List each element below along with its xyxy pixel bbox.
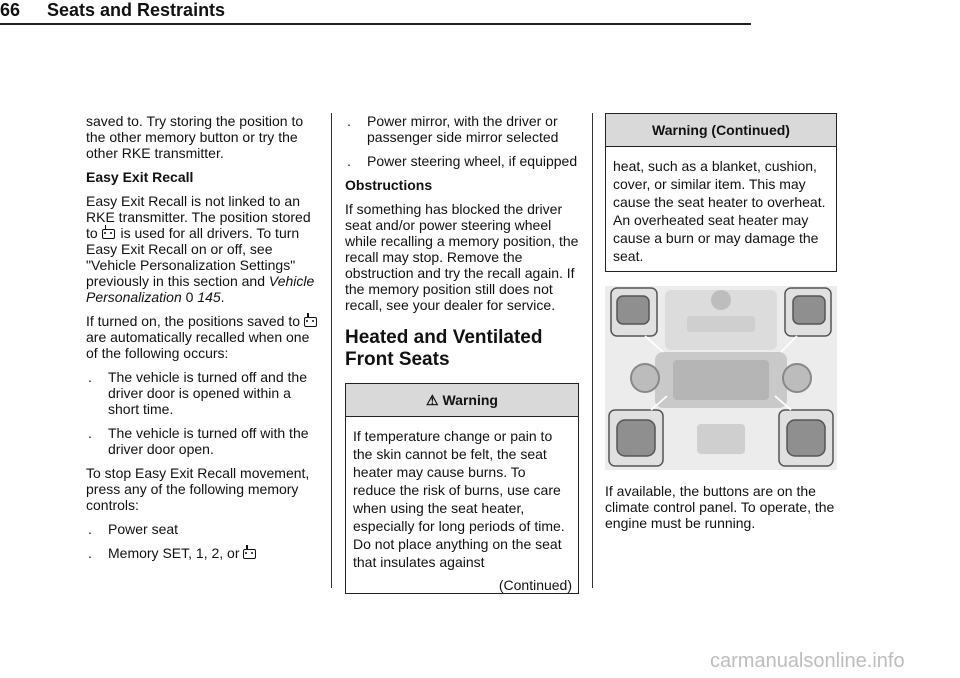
warning-title: Warning [442,392,498,408]
page-ref-symbol: 0 [185,289,194,305]
page-ref-number[interactable]: 145 [197,289,221,305]
exit-recall-icon [243,549,256,559]
seat-button-bottom-right [779,410,833,466]
column-right [605,113,837,272]
list-item-text: Power seat [108,521,179,537]
reference-link[interactable]: Vehicle Personalization [86,273,315,305]
warning-box [345,383,579,594]
list-item [86,545,322,561]
climate-panel-illustration [605,286,837,470]
photo-caption: If available, the buttons are on the climate control panel. To operate, the engine must be running. [605,483,835,531]
list-item [86,369,322,417]
section-heading: Heated and Ventilated Front Seats [345,327,543,370]
paragraph: To stop Easy Exit Recall movement, press any of the following memory controls: [86,465,310,513]
list-item-text: Memory SET, 1, 2, or [108,545,240,561]
subheading: Obstructions [345,177,433,193]
list-item [345,153,579,169]
list-item [86,425,322,457]
paragraph: If something has blocked the driver seat and/or power steering wheel while recalling a memory position, the recall may stop. Remove the obstruction and try the recall again. If the memory position still does not recall, see your dealer for service. [345,201,579,313]
list-item-text: The vehicle is turned off with the driver door open. [108,425,309,457]
seat-button-bottom-left [609,410,663,466]
column-divider [331,113,332,588]
section-title: Seats and Restraints [47,0,226,20]
page-header [0,0,751,26]
text: . [220,289,225,305]
bullet: . [88,521,92,537]
subheading: Easy Exit Recall [86,169,194,185]
header-rule [0,23,751,25]
warning-header [346,384,578,417]
text: is used for all drivers. To turn Easy Exit Recall on or off, see "Vehicle Personalization Settings" previously in this section and [86,225,300,289]
warning-text: If temperature change or pain to the skin cannot be felt, the seat heater may cause burns. To reduce the risk of burns, use care when using the seat heater, especially for long periods of time. Do not place anything on the seat that insulates against [353,428,565,570]
continued-label: (Continued) [498,577,572,593]
bullet: . [88,545,92,561]
list-item [345,113,579,145]
bullet: . [347,153,351,169]
paragraph: saved to. Try storing the position to the other memory button or try the other RKE transmitter. [86,113,304,161]
seat-button-top-right [785,288,831,336]
list-item-text: The vehicle is turned off and the driver door is opened within a short time. [108,369,307,417]
seat-controls-photo [605,286,837,470]
warning-text: heat, such as a blanket, cushion, cover, or similar item. This may cause the seat heater to overheat. An overheated seat heater may cause a burn or may damage the seat. [613,158,826,264]
column-left [86,113,322,569]
list-item-text: Power steering wheel, if equipped [367,153,578,169]
paragraph [86,193,322,305]
bullet: . [88,425,92,441]
text: are automatically recalled when one of the following occurs: [86,329,310,361]
paragraph [86,313,322,361]
bullet: . [347,113,351,129]
warning-header: Warning (Continued) [606,114,836,147]
seat-button-top-left [611,288,657,336]
page-number: 66 [0,0,21,20]
photo-caption-block [605,483,837,539]
list-item [86,521,322,537]
text: Easy Exit Recall is not linked to an RKE transmitter. The position stored to [86,193,311,241]
exit-recall-icon [304,317,317,327]
column-divider [592,113,593,588]
exit-recall-icon [102,229,115,239]
list-item-text: Power mirror, with the driver or passenger side mirror selected [367,113,559,145]
watermark: carmanualsonline.info [710,650,905,672]
column-middle [345,113,579,594]
warning-icon: ⚠ [426,392,439,408]
text: If turned on, the positions saved to [86,313,301,329]
warning-box [605,113,837,272]
bullet: . [88,369,92,385]
